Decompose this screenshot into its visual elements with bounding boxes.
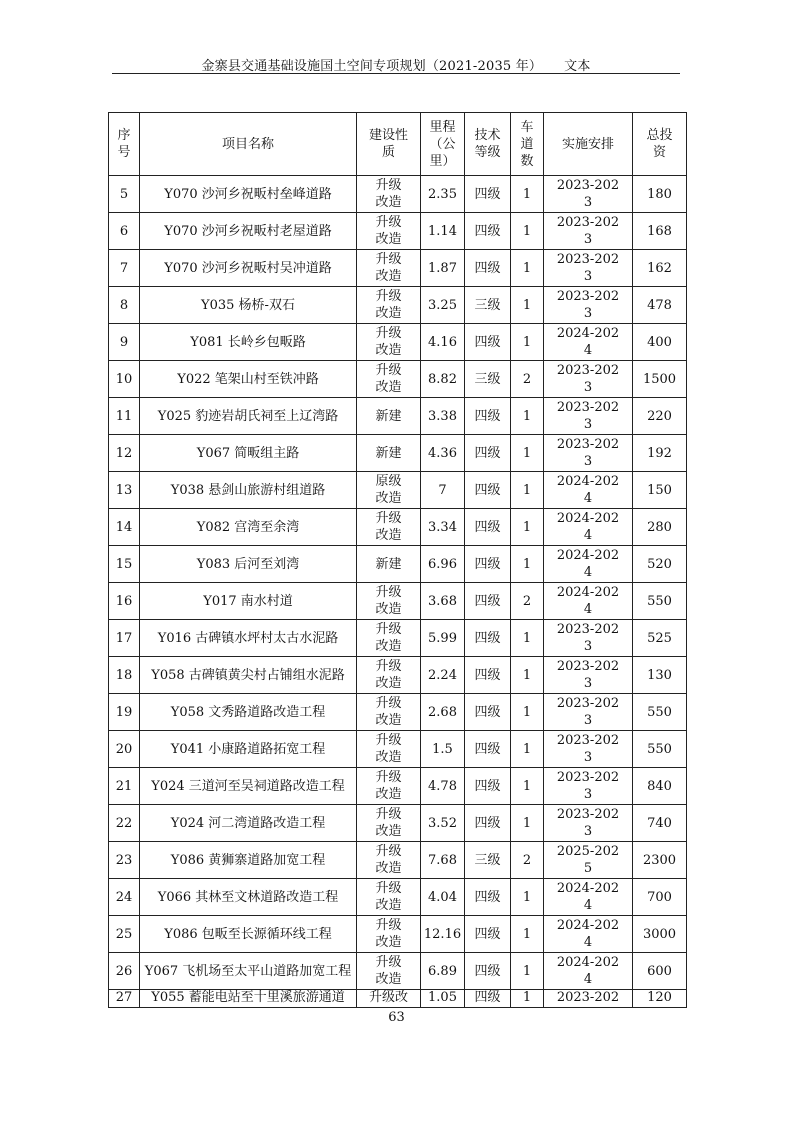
document-title: 金寨县交通基础设施国土空间专项规划（2021-2035 年） (201, 58, 543, 74)
cell-mileage: 3.38 (421, 398, 465, 435)
cell-seq: 22 (109, 805, 140, 842)
cell-schedule: 2025-2025 (544, 842, 633, 879)
cell-name: Y070 沙河乡祝畈村老屋道路 (140, 213, 357, 250)
cell-lanes: 1 (511, 472, 544, 509)
cell-mileage: 2.35 (421, 176, 465, 213)
table-row (109, 657, 687, 694)
cell-seq: 23 (109, 842, 140, 879)
table-row (109, 287, 687, 324)
cell-lanes: 1 (511, 509, 544, 546)
cell-lanes: 1 (511, 805, 544, 842)
cell-schedule: 2023-2023 (544, 213, 633, 250)
cell-invest: 400 (633, 324, 687, 361)
cell-seq: 7 (109, 250, 140, 287)
header-name: 项目名称 (140, 113, 357, 176)
cell-schedule: 2023-2023 (544, 805, 633, 842)
cell-nature: 升级改造 (357, 657, 421, 694)
cell-grade: 四级 (465, 324, 511, 361)
cell-invest: 840 (633, 768, 687, 805)
cell-schedule: 2024-2024 (544, 509, 633, 546)
cell-schedule: 2024-2024 (544, 953, 633, 990)
cell-seq: 26 (109, 953, 140, 990)
cell-mileage: 1.5 (421, 731, 465, 768)
cell-grade: 四级 (465, 879, 511, 916)
cell-nature: 升级改造 (357, 583, 421, 620)
table-row (109, 509, 687, 546)
cell-schedule: 2023-202 (544, 990, 633, 1008)
header-seq: 序号 (109, 113, 140, 176)
cell-schedule: 2023-2023 (544, 731, 633, 768)
cell-schedule: 2024-2024 (544, 916, 633, 953)
cell-lanes: 2 (511, 583, 544, 620)
cell-grade: 四级 (465, 213, 511, 250)
cell-name: Y017 南水村道 (140, 583, 357, 620)
cell-seq: 25 (109, 916, 140, 953)
cell-nature: 升级改造 (357, 620, 421, 657)
table-row (109, 361, 687, 398)
cell-lanes: 1 (511, 657, 544, 694)
table-row (109, 879, 687, 916)
cell-mileage: 8.82 (421, 361, 465, 398)
cell-schedule: 2024-2024 (544, 879, 633, 916)
cell-schedule: 2023-2023 (544, 435, 633, 472)
header-nature: 建设性质 (357, 113, 421, 176)
cell-schedule: 2023-2023 (544, 768, 633, 805)
cell-name: Y070 沙河乡祝畈村垒峰道路 (140, 176, 357, 213)
table-row (109, 990, 687, 1008)
cell-nature: 升级改造 (357, 916, 421, 953)
cell-invest: 120 (633, 990, 687, 1008)
cell-grade: 四级 (465, 620, 511, 657)
cell-seq: 13 (109, 472, 140, 509)
cell-name: Y055 蓄能电站至十里溪旅游通道 (140, 990, 357, 1008)
cell-grade: 四级 (465, 435, 511, 472)
cell-schedule: 2023-2023 (544, 694, 633, 731)
cell-name: Y024 三道河至吴祠道路改造工程 (140, 768, 357, 805)
table-row (109, 805, 687, 842)
cell-invest: 700 (633, 879, 687, 916)
cell-invest: 150 (633, 472, 687, 509)
cell-invest: 280 (633, 509, 687, 546)
cell-invest: 550 (633, 583, 687, 620)
cell-grade: 三级 (465, 361, 511, 398)
cell-nature: 新建 (357, 398, 421, 435)
cell-seq: 21 (109, 768, 140, 805)
cell-nature: 升级改造 (357, 953, 421, 990)
cell-name: Y070 沙河乡祝畈村吴冲道路 (140, 250, 357, 287)
cell-lanes: 1 (511, 768, 544, 805)
cell-nature: 升级改造 (357, 879, 421, 916)
header-invest: 总投资 (633, 113, 687, 176)
table-row (109, 842, 687, 879)
cell-lanes: 1 (511, 990, 544, 1008)
cell-name: Y035 杨桥-双石 (140, 287, 357, 324)
cell-nature: 升级改造 (357, 805, 421, 842)
cell-invest: 168 (633, 213, 687, 250)
cell-mileage: 4.16 (421, 324, 465, 361)
header-mileage: 里程（公里） (421, 113, 465, 176)
cell-nature: 新建 (357, 546, 421, 583)
table-row (109, 731, 687, 768)
cell-grade: 四级 (465, 398, 511, 435)
cell-seq: 17 (109, 620, 140, 657)
cell-grade: 四级 (465, 805, 511, 842)
cell-invest: 520 (633, 546, 687, 583)
cell-mileage: 6.96 (421, 546, 465, 583)
cell-schedule: 2023-2023 (544, 287, 633, 324)
cell-grade: 四级 (465, 731, 511, 768)
cell-invest: 130 (633, 657, 687, 694)
cell-mileage: 3.25 (421, 287, 465, 324)
table-row (109, 435, 687, 472)
cell-nature: 升级改造 (357, 287, 421, 324)
cell-invest: 740 (633, 805, 687, 842)
cell-grade: 四级 (465, 250, 511, 287)
cell-seq: 27 (109, 990, 140, 1008)
cell-grade: 四级 (465, 583, 511, 620)
table-row (109, 583, 687, 620)
cell-grade: 四级 (465, 990, 511, 1008)
cell-schedule: 2024-2024 (544, 583, 633, 620)
cell-name: Y022 笔架山村至铁冲路 (140, 361, 357, 398)
cell-name: Y083 后河至刘湾 (140, 546, 357, 583)
cell-schedule: 2024-2024 (544, 472, 633, 509)
cell-mileage: 2.68 (421, 694, 465, 731)
cell-schedule: 2023-2023 (544, 361, 633, 398)
table-row (109, 546, 687, 583)
cell-seq: 14 (109, 509, 140, 546)
cell-seq: 15 (109, 546, 140, 583)
table-body (109, 176, 687, 1008)
cell-grade: 四级 (465, 768, 511, 805)
cell-name: Y082 宫湾至余湾 (140, 509, 357, 546)
cell-schedule: 2024-2024 (544, 324, 633, 361)
table-row (109, 250, 687, 287)
cell-nature: 升级改 (357, 990, 421, 1008)
table-row (109, 694, 687, 731)
cell-invest: 220 (633, 398, 687, 435)
cell-invest: 192 (633, 435, 687, 472)
page-number: 63 (388, 1010, 405, 1025)
cell-lanes: 1 (511, 213, 544, 250)
cell-name: Y041 小康路道路拓宽工程 (140, 731, 357, 768)
table-row (109, 472, 687, 509)
cell-lanes: 1 (511, 953, 544, 990)
cell-mileage: 4.04 (421, 879, 465, 916)
cell-nature: 原级改造 (357, 472, 421, 509)
cell-mileage: 1.14 (421, 213, 465, 250)
cell-invest: 2300 (633, 842, 687, 879)
cell-lanes: 1 (511, 620, 544, 657)
cell-nature: 升级改造 (357, 694, 421, 731)
cell-nature: 升级改造 (357, 509, 421, 546)
cell-nature: 新建 (357, 435, 421, 472)
cell-grade: 四级 (465, 657, 511, 694)
cell-grade: 三级 (465, 287, 511, 324)
cell-seq: 11 (109, 398, 140, 435)
table-row (109, 916, 687, 953)
header-grade: 技术等级 (465, 113, 511, 176)
cell-nature: 升级改造 (357, 176, 421, 213)
cell-lanes: 2 (511, 361, 544, 398)
cell-nature: 升级改造 (357, 213, 421, 250)
cell-lanes: 1 (511, 731, 544, 768)
cell-invest: 162 (633, 250, 687, 287)
cell-mileage: 3.34 (421, 509, 465, 546)
cell-seq: 16 (109, 583, 140, 620)
cell-seq: 8 (109, 287, 140, 324)
table-row (109, 213, 687, 250)
cell-lanes: 1 (511, 250, 544, 287)
cell-mileage: 6.89 (421, 953, 465, 990)
cell-lanes: 1 (511, 916, 544, 953)
cell-lanes: 2 (511, 842, 544, 879)
cell-schedule: 2023-2023 (544, 176, 633, 213)
table-row (109, 953, 687, 990)
cell-grade: 四级 (465, 472, 511, 509)
cell-lanes: 1 (511, 398, 544, 435)
cell-lanes: 1 (511, 879, 544, 916)
cell-nature: 升级改造 (357, 250, 421, 287)
cell-invest: 1500 (633, 361, 687, 398)
cell-name: Y067 简畈组主路 (140, 435, 357, 472)
cell-seq: 20 (109, 731, 140, 768)
cell-nature: 升级改造 (357, 361, 421, 398)
cell-schedule: 2023-2023 (544, 657, 633, 694)
cell-name: Y058 古碑镇黄尖村占铺组水泥路 (140, 657, 357, 694)
table-header-row (109, 113, 687, 176)
cell-name: Y067 飞机场至太平山道路加宽工程 (140, 953, 357, 990)
cell-mileage: 1.05 (421, 990, 465, 1008)
header-rule (112, 73, 680, 74)
cell-name: Y086 黄狮寨道路加宽工程 (140, 842, 357, 879)
cell-invest: 478 (633, 287, 687, 324)
cell-mileage: 7.68 (421, 842, 465, 879)
cell-invest: 180 (633, 176, 687, 213)
cell-invest: 550 (633, 694, 687, 731)
cell-schedule: 2023-2023 (544, 250, 633, 287)
cell-schedule: 2023-2023 (544, 398, 633, 435)
cell-lanes: 1 (511, 176, 544, 213)
project-table (108, 112, 687, 1008)
cell-name: Y086 包畈至长源循环线工程 (140, 916, 357, 953)
cell-schedule: 2023-2023 (544, 620, 633, 657)
header-lanes: 车道数 (511, 113, 544, 176)
cell-grade: 四级 (465, 176, 511, 213)
cell-invest: 600 (633, 953, 687, 990)
cell-invest: 550 (633, 731, 687, 768)
cell-mileage: 4.36 (421, 435, 465, 472)
cell-seq: 6 (109, 213, 140, 250)
table-row (109, 620, 687, 657)
cell-mileage: 3.52 (421, 805, 465, 842)
cell-name: Y025 豹迹岩胡氏祠至上辽湾路 (140, 398, 357, 435)
cell-mileage: 7 (421, 472, 465, 509)
table-row (109, 324, 687, 361)
document-section: 文本 (564, 58, 591, 74)
table-row (109, 176, 687, 213)
cell-seq: 18 (109, 657, 140, 694)
cell-schedule: 2024-2024 (544, 546, 633, 583)
cell-mileage: 2.24 (421, 657, 465, 694)
cell-nature: 升级改造 (357, 324, 421, 361)
cell-invest: 3000 (633, 916, 687, 953)
cell-name: Y024 河二湾道路改造工程 (140, 805, 357, 842)
cell-name: Y058 文秀路道路改造工程 (140, 694, 357, 731)
cell-seq: 5 (109, 176, 140, 213)
cell-grade: 四级 (465, 953, 511, 990)
cell-nature: 升级改造 (357, 768, 421, 805)
cell-mileage: 4.78 (421, 768, 465, 805)
cell-name: Y016 古碑镇水坪村太古水泥路 (140, 620, 357, 657)
cell-nature: 升级改造 (357, 731, 421, 768)
cell-lanes: 1 (511, 324, 544, 361)
cell-nature: 升级改造 (357, 842, 421, 879)
table-row (109, 398, 687, 435)
cell-grade: 四级 (465, 546, 511, 583)
cell-invest: 525 (633, 620, 687, 657)
cell-mileage: 3.68 (421, 583, 465, 620)
cell-grade: 四级 (465, 694, 511, 731)
header-schedule: 实施安排 (544, 113, 633, 176)
cell-grade: 三级 (465, 842, 511, 879)
cell-mileage: 1.87 (421, 250, 465, 287)
cell-grade: 四级 (465, 916, 511, 953)
cell-name: Y081 长岭乡包畈路 (140, 324, 357, 361)
cell-grade: 四级 (465, 509, 511, 546)
cell-lanes: 1 (511, 435, 544, 472)
cell-mileage: 5.99 (421, 620, 465, 657)
cell-seq: 9 (109, 324, 140, 361)
cell-name: Y066 其林至文林道路改造工程 (140, 879, 357, 916)
cell-mileage: 12.16 (421, 916, 465, 953)
cell-name: Y038 悬剑山旅游村组道路 (140, 472, 357, 509)
table-row (109, 768, 687, 805)
cell-lanes: 1 (511, 694, 544, 731)
cell-lanes: 1 (511, 287, 544, 324)
cell-seq: 10 (109, 361, 140, 398)
cell-seq: 12 (109, 435, 140, 472)
cell-lanes: 1 (511, 546, 544, 583)
cell-seq: 19 (109, 694, 140, 731)
cell-seq: 24 (109, 879, 140, 916)
